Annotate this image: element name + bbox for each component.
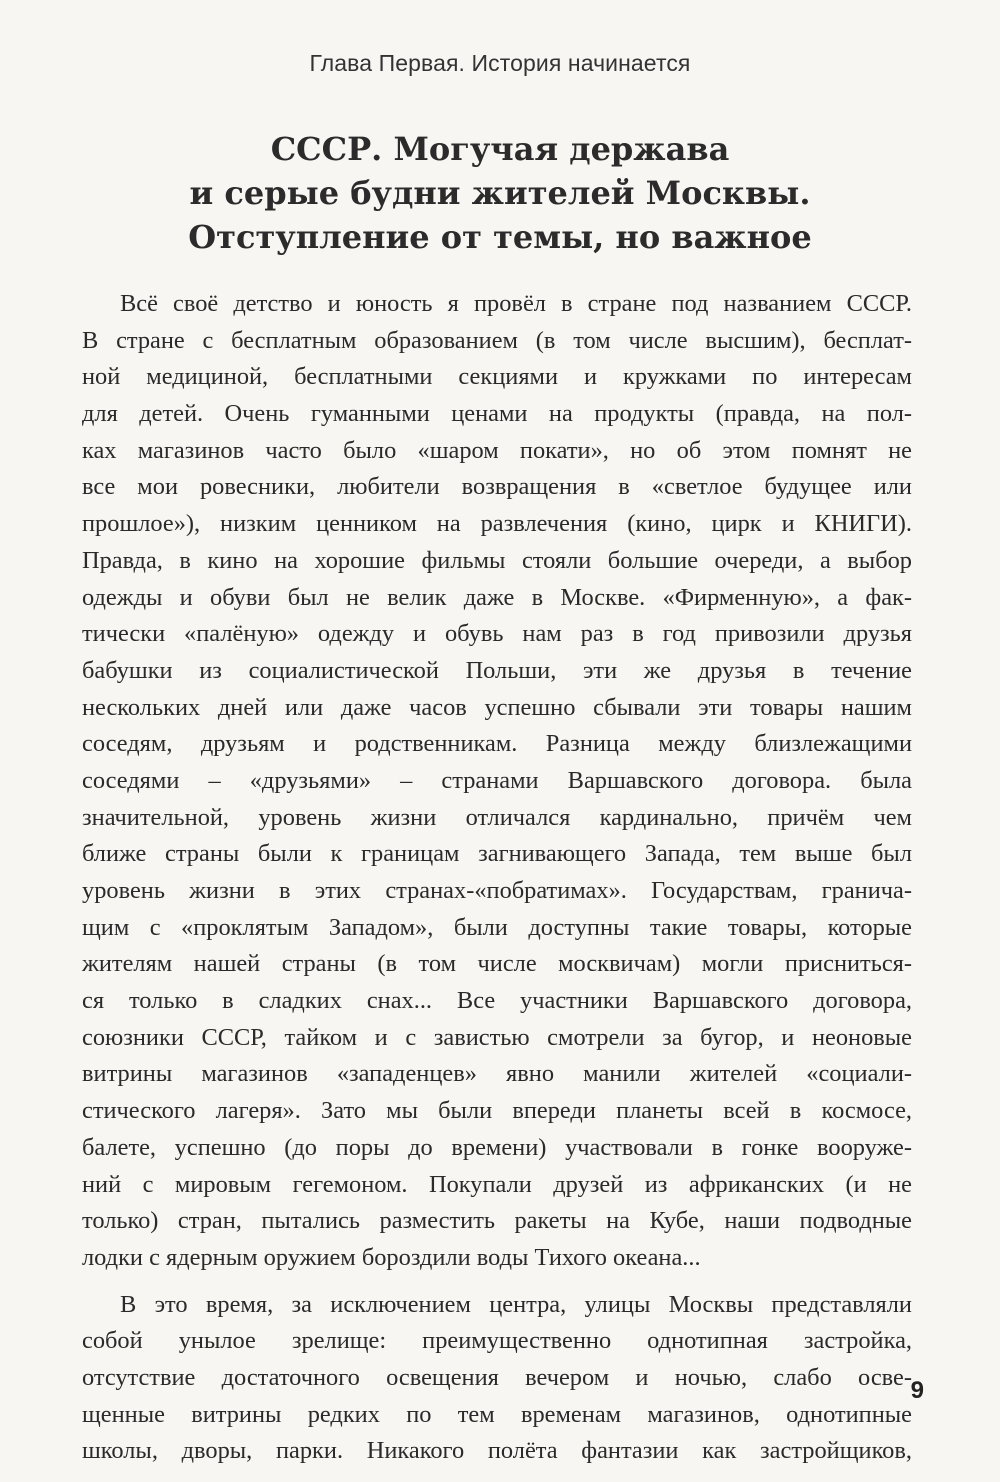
text-line: жителям нашей страны (в том числе москвичам) могли присниться-: [82, 950, 912, 978]
text-line: ной медициной, бесплатными секциями и кружками по интересам: [82, 363, 912, 391]
text-line: Всё своё детство и юность я провёл в стране под названием СССР.: [120, 290, 912, 317]
text-line: нескольких дней или даже часов успешно сбывали эти товары нашим: [82, 693, 912, 721]
text-line: собой унылое зрелище: преимущественно однотипная застройка,: [82, 1327, 912, 1355]
paragraph: [82, 286, 912, 1277]
text-line: ний с мировым гегемоном. Покупали друзей из африканских (и не: [82, 1170, 912, 1198]
text-line: бабушки из социалистической Польши, эти же друзья в течение: [82, 656, 912, 684]
text-line: витрины магазинов «западенцев» явно манили жителей «социали-: [82, 1060, 912, 1088]
text-line: все мои ровесники, любители возвращения в «светлое будущее или: [82, 473, 912, 501]
body-text: [82, 286, 912, 1470]
text-line: уровень жизни в этих странах-«побратимах». Государствам, гранича-: [82, 877, 912, 904]
chapter-title-line: Отступление от темы, но важное: [188, 218, 812, 256]
chapter-title: [60, 127, 940, 259]
chapter-title-line: и серые будни жителей Москвы.: [189, 174, 811, 212]
text-line: значительной, уровень жизни отличался кардинально, причём чем: [82, 803, 912, 831]
paragraph: [82, 1287, 912, 1470]
page-number: 9: [910, 1377, 924, 1404]
text-line: Правда, в кино на хорошие фильмы стояли большие очереди, а выбор: [82, 546, 912, 574]
text-line: школы, дворы, парки. Никакого полёта фантазии как застройщиков,: [82, 1437, 912, 1465]
text-line: отсутствие достаточного освещения вечером и ночью, слабо осве-: [82, 1363, 912, 1391]
text-line: союзники СССР, тайком и с завистью смотрели за бугор, и неоновые: [82, 1023, 912, 1051]
text-line: прошлое»), низким ценником на развлечения (кино, цирк и КНИГИ).: [82, 510, 912, 538]
text-line: щенные витрины редких по тем временам магазинов, однотипные: [82, 1400, 912, 1428]
text-line: В это время, за исключением центра, улицы Москвы представляли: [120, 1290, 912, 1318]
text-line: соседями – «друзьями» – странами Варшавского договора. была: [82, 766, 912, 794]
chapter-title-line: СССР. Могучая держава: [270, 130, 730, 168]
text-line: балете, успешно (до поры до времени) участвовали в гонке вооруже-: [82, 1133, 912, 1161]
text-line: В стране с бесплатным образованием (в том числе высшим), бесплат-: [82, 326, 912, 354]
text-line: ся только в сладких снах... Все участники Варшавского договора,: [82, 987, 912, 1015]
text-line: ближе страны были к границам загнивающего Запада, тем выше был: [82, 840, 912, 868]
text-line: одежды и обуви был не велик даже в Москве. «Фирменную», а фак-: [82, 583, 912, 611]
text-line: только) стран, пытались разместить ракеты на Кубе, наши подводные: [82, 1207, 912, 1235]
text-line: для детей. Очень гуманными ценами на продукты (правда, на пол-: [82, 400, 912, 428]
text-line: соседям, друзьям и родственникам. Разница между близлежащими: [82, 730, 912, 758]
running-head: Глава Первая. История начинается: [309, 50, 691, 76]
text-line: лодки с ядерным оружием бороздили воды Тихого океана...: [82, 1243, 701, 1271]
text-line: тически «палёную» одежду и обувь нам раз в год привозили друзья: [82, 620, 912, 648]
text-line: стического лагеря». Зато мы были впереди планеты всей в космосе,: [82, 1097, 912, 1125]
text-line: ках магазинов часто было «шаром покати», но об этом помнят не: [82, 436, 912, 464]
text-line: щим с «проклятым Западом», были доступны такие товары, которые: [82, 913, 912, 941]
